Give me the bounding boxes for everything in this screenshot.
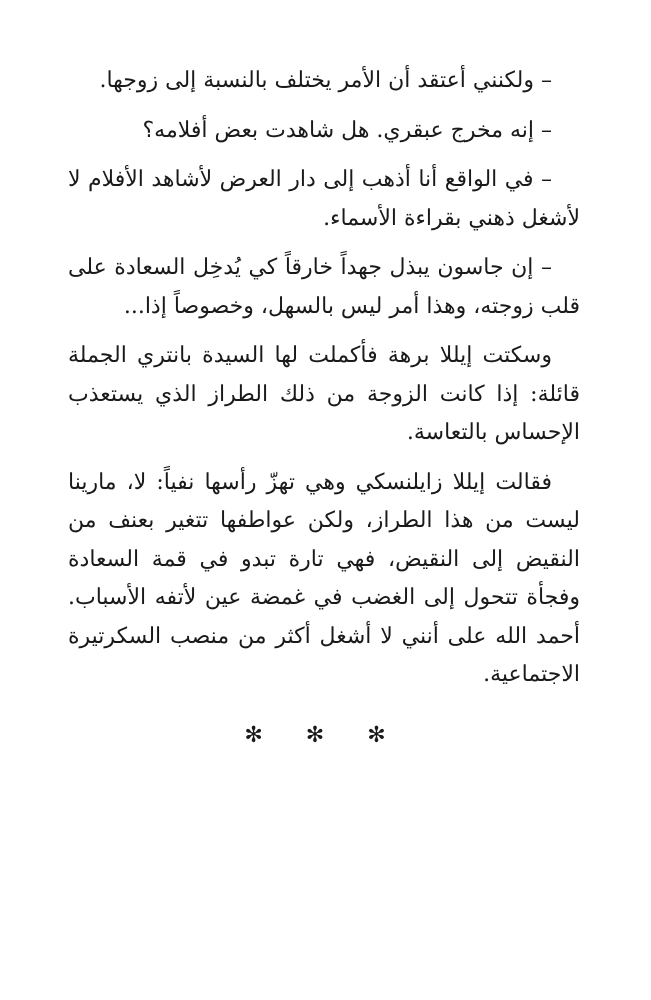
section-separator: ✻ ✻ ✻	[244, 722, 404, 748]
dialogue-paragraph-2: – إنه مخرج عبقري. هل شاهدت بعض أفلامه؟	[142, 117, 552, 143]
dialogue-paragraph-3: – في الواقع أنا أذهب إلى دار العرض لأشاهد الأفلام لا لأشغل ذهني بقراءة الأسماء.	[68, 167, 580, 231]
dialogue-paragraph-4: – إن جاسون يبذل جهداً خارقاً كي يُدخِل السعادة على قلب زوجته، وهذا أمر ليس بالسهل، وخصوصاً إذا...	[68, 255, 580, 319]
narrative-paragraph-2: فقالت إيللا زايلنسكي وهي تهزّ رأسها نفياً: لا، مارينا ليست من هذا الطراز، ولكن عواطفها تتغير بعنف من النقيض إلى النقيض، فهي تارة تبدو في قمة السعادة وفجأة تتحول إلى الغضب في غمضة عين لأتفه الأسباب. أحمد الله على أنني لا أشغل أكثر من منصب السكرتيرة الاجتماعية.	[68, 469, 580, 687]
dialogue-paragraph-1: – ولكنني أعتقد أن الأمر يختلف بالنسبة إلى زوجها.	[99, 68, 552, 93]
narrative-paragraph-1: وسكتت إيللا برهة فأكملت لها السيدة بانتري الجملة قائلة: إذا كانت الزوجة من ذلك الطراز الذي يستعذب الإحساس بالتعاسة.	[68, 343, 580, 445]
book-page	[68, 62, 580, 755]
